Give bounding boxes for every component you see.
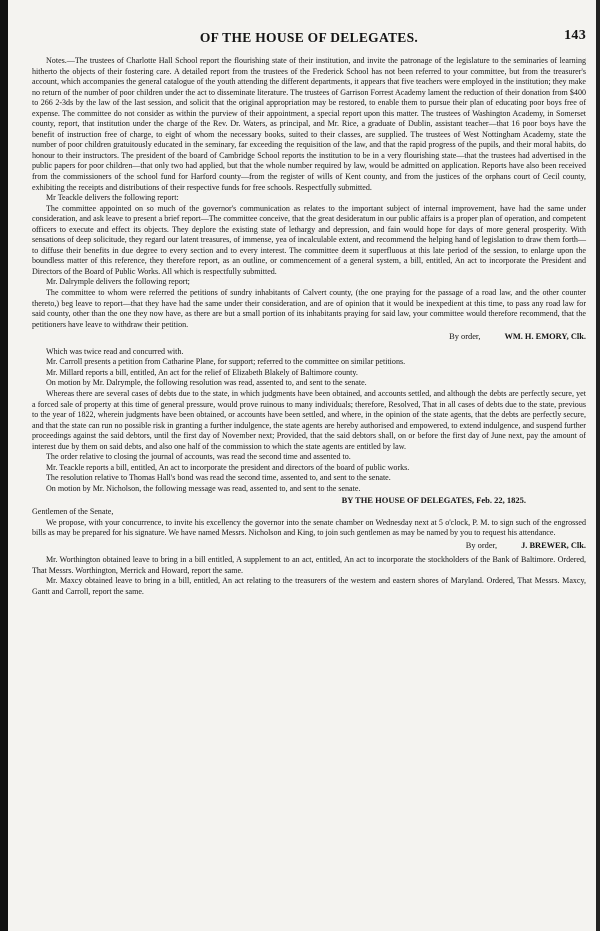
- clerk-signature-2: J. BREWER, Clk.: [521, 540, 586, 550]
- dalrymple-report-intro: Mr. Dalrymple delivers the following report;: [46, 277, 190, 287]
- body-text: [32, 56, 586, 597]
- maxcy-bill: Mr. Maxcy obtained leave to bring in a bill, entitled, An act relating to the treasurers of the western and eastern shores of Maryland. Ordered, That Messrs. Maxcy, Gantt and Carroll, report the same.: [32, 576, 586, 596]
- scan-right-edge: [596, 0, 600, 931]
- nicholson-motion: On motion by Mr. Nicholson, the following message was read, assented to, and sent to the senate.: [46, 483, 361, 493]
- carroll-petition: Mr. Carroll presents a petition from Catharine Plane, for support; referred to the committee on similar petitions.: [46, 357, 406, 367]
- calvert-road-report: The committee to whom were referred the petitions of sundry inhabitants of Calvert county, (the one praying for the passage of a road law, and the other counter thereto,) beg leave to report—that they have had the same under their consideration, and are of opinion that it would be inexpedient at this time, to pass any road law for said county, other than the one they now have, as there are but a small portion of its inhabitants praying for said law, your committee would therefore recommend, that the petitioners have leave to withdraw their petition.: [32, 288, 586, 329]
- thomas-hall-resolution: The resolution relative to Thomas Hall's bond was read the second time, assented to, and sent to the senate.: [46, 473, 391, 483]
- order-closing-journal: The order relative to closing the journal of accounts, was read the second time and assented to.: [46, 452, 351, 462]
- by-order-label: By order,: [449, 332, 481, 342]
- clerk-signature: WM. H. EMORY, Clk.: [504, 332, 586, 342]
- dalrymple-motion: On motion by Mr. Dalrymple, the following resolution was read, assented to, and sent to the senate.: [46, 378, 367, 388]
- signature-block-2: [32, 541, 586, 552]
- teackle-report-intro: Mr Teackle delivers the following report:: [46, 193, 179, 203]
- page-header: [32, 30, 586, 46]
- worthington-bill: Mr. Worthington obtained leave to bring in a bill entitled, A supplement to an act, entitled, An act to incorporate the stockholders of the Bank of Baltimore. Ordered, That Messrs. Worthington, Merrick and Howard, report the same.: [32, 555, 586, 575]
- by-order-label-2: By order,: [465, 540, 498, 550]
- teackle-bill: Mr. Teackle reports a bill, entitled, An act to incorporate the president and directors of the board of public works.: [46, 462, 410, 472]
- signature-block-1: [32, 332, 586, 343]
- senate-message: We propose, with your concurrence, to invite his excellency the governor into the senate chamber on Wednesday next at 5 o'clock, P. M. to sign such of the engrossed bills as may be prepared for his signature. We have named Messrs. Nicholson and King, to join such gentlemen as may be named by you to request his attendance.: [32, 517, 586, 538]
- internal-improvement-report: The committee appointed on so much of the governor's communication as relates to the important subject of internal improvement, have had the same under consideration, and ask leave to present a brief report—The committee conceive, that the great desideratum in our public affairs is a proper plan of operation, and competent officers to execute and effect its objects. They deplore the existing state of lethargy and depression, and fain would hope for days of more general prosperity. With sensations of deep solicitude, they regard our latent treasures, of immense, yea of incalculable extent, and recommend the helping hand of legislation to draw them forth—to diffuse their benefits in due degree to every section and to every interest. The committee deem it superfluous at this late period of the session, to enlarge upon the boundless matter of this reference, they therefore report, as an outline, or commencement of a general system, a bill, entitled, An act to incorporate the President and Directors of the Board of Public Works. All which is respectfully submitted.: [32, 203, 586, 276]
- millard-bill: Mr. Millard reports a bill, entitled, An act for the relief of Elizabeth Blakely of Baltimore county.: [46, 367, 358, 377]
- whereas-resolution: Whereas there are several cases of debts due to the state, in which judgments have been obtained, and accounts settled, and although the debts are perfectly secure, yet a forced sale of property at this time of general pressure, would prove ruinous to many individuals; therefore, Resolved, That in all cases of debts due to the state, previous to the year of 1822, wherein judgments have been obtained, or accounts have been settled, and where, in the opinion of the state agents, that the debts are perfectly secure, and that the state can run no possible risk in granting a further indulgence, the state agents are hereby authorised and empowered, to extend indulgence, and suspend further proceedings against the said debtors, until the first day of November next; Provided, that the said debtors shall, on or before the first day of June next, pay the amount of interest due by them on said debts, and also one half of the commission to which the state agents are entitled by law.: [32, 388, 586, 451]
- twice-read-note: Which was twice read and concurred with.: [46, 346, 184, 356]
- notes-paragraph: Notes.—The trustees of Charlotte Hall School report the flourishing state of their institution, and invite the patronage of the legislature to the seminaries of learning hitherto the objects of their fostering care. A detailed report from the trustees of the Frederick School has not been referred to your committee, but from the treasurer's account, which accompanies the general catalogue of the youth attending the different departments, it appears that five teachers were employed in the institution; they make no return of the number of poor children under the act to disseminate literature. The trustees of Garrison Forrest Academy lament the reduction of their donation from $400 to 266 2-3ds by the law of the last session, and solicit that the original appropriation may be restored, to enable them to pursue their plan of educating poor boys free of expense. The committee do not consider as within the purview of their appointment, a special report upon this matter. The trustees of Washington Academy, in Somerset county, report, that institution under the charge of the Rev. Dr. Waters, as principal, and Mr. Rice, a graduate of Dublin, assistant teacher—that 16 poor boys have the benefit of instruction free of charge, to eight of whom the necessary books, suited to their classes, are supplied. The trustees of West Nottingham Academy, state the number of poor children gratuitously educated in the seminary, far exceeding the requisition of the law, and that the rapid progress of the pupils, and their moral habits, do honour to their instructors. The president of the board of Cambridge School reports the institution to be in a very flourishing state—that the trustees had advertised in the public papers for poor children—that only two had applied, but that the whole number required by law, would be admitted on application. Reports have also been received from the commissioners of the school fund for Harford county—from the register of wills of Kent county, and from the justices of the orphans court of Cecil county, exhibiting the receipts and distributions of their respective funds for free schools. Respectfully submitted.: [32, 56, 586, 192]
- page-number: 143: [564, 28, 586, 43]
- house-dateline: BY THE HOUSE OF DELEGATES, Feb. 22, 1825.: [341, 495, 526, 506]
- scan-left-edge: [0, 0, 8, 931]
- page-title: OF THE HOUSE OF DELEGATES.: [199, 30, 419, 45]
- salutation: Gentlemen of the Senate,: [32, 506, 114, 516]
